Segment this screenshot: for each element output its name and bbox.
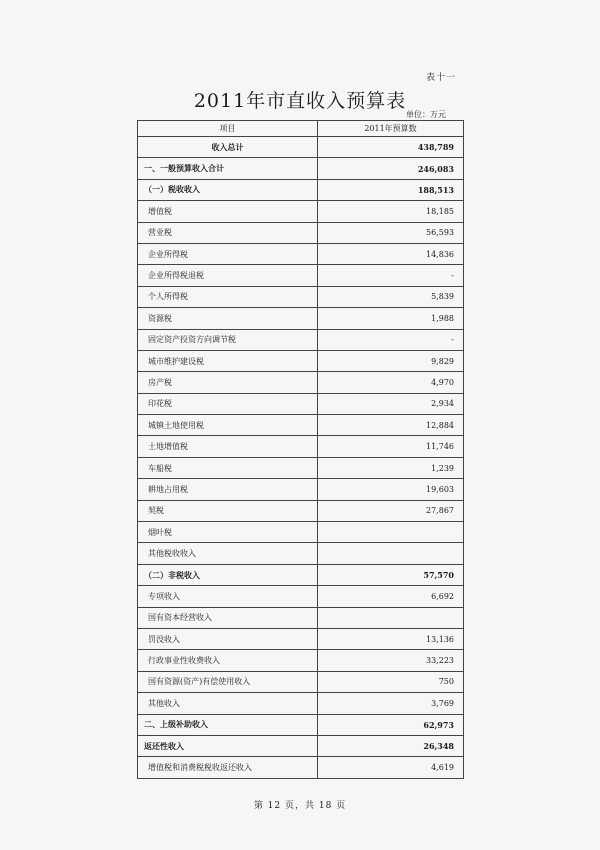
table-row: [138, 265, 464, 286]
row-budget-value: 33,223: [318, 650, 464, 671]
row-item-name: 其他收入: [138, 693, 318, 714]
table-row: [138, 372, 464, 393]
unit-label: 单位：万元: [406, 110, 446, 119]
row-item-name: 车船税: [138, 457, 318, 478]
row-item-name: 土地增值税: [138, 436, 318, 457]
row-budget-value: 9,829: [318, 350, 464, 371]
row-item-name: 耕地占用税: [138, 479, 318, 500]
row-budget-value: [318, 607, 464, 628]
row-budget-value: 3,769: [318, 693, 464, 714]
table-row: [138, 757, 464, 778]
column-header-item: 项目: [138, 121, 318, 137]
row-item-name: 罚没收入: [138, 628, 318, 649]
row-budget-value: [318, 543, 464, 564]
table-row: [138, 179, 464, 200]
table-row: [138, 586, 464, 607]
row-budget-value: 56,593: [318, 222, 464, 243]
table-row: [138, 329, 464, 350]
table-row: [138, 350, 464, 371]
row-item-name: 行政事业性收费收入: [138, 650, 318, 671]
table-row: [138, 243, 464, 264]
row-budget-value: -: [318, 329, 464, 350]
row-item-name: 收入总计: [138, 137, 318, 158]
table-row: [138, 714, 464, 735]
row-budget-value: 12,884: [318, 415, 464, 436]
table-number: 表十一: [426, 73, 457, 83]
row-budget-value: 2,934: [318, 393, 464, 414]
row-item-name: 专项收入: [138, 586, 318, 607]
row-budget-value: 4,970: [318, 372, 464, 393]
row-item-name: 个人所得税: [138, 286, 318, 307]
row-budget-value: 1,988: [318, 308, 464, 329]
row-budget-value: 438,789: [318, 137, 464, 158]
row-item-name: 房产税: [138, 372, 318, 393]
row-budget-value: 4,619: [318, 757, 464, 778]
table-row: [138, 693, 464, 714]
row-budget-value: [318, 522, 464, 543]
row-budget-value: 5,839: [318, 286, 464, 307]
row-item-name: 其他税收收入: [138, 543, 318, 564]
row-budget-value: 750: [318, 671, 464, 692]
table-row: [138, 436, 464, 457]
row-budget-value: 26,348: [318, 735, 464, 756]
row-budget-value: 14,836: [318, 243, 464, 264]
row-budget-value: -: [318, 265, 464, 286]
row-item-name: 烟叶税: [138, 522, 318, 543]
row-item-name: 增值税: [138, 201, 318, 222]
table-row: [138, 137, 464, 158]
row-item-name: 印花税: [138, 393, 318, 414]
table-row: [138, 286, 464, 307]
page-title: 2011年市直收入预算表: [193, 90, 407, 112]
row-item-name: 资源税: [138, 308, 318, 329]
row-budget-value: 57,570: [318, 564, 464, 585]
table-row: [138, 393, 464, 414]
table-row: [138, 607, 464, 628]
table-row: [138, 735, 464, 756]
row-budget-value: 11,746: [318, 436, 464, 457]
row-budget-value: 19,603: [318, 479, 464, 500]
budget-table: [137, 120, 464, 779]
row-item-name: 契税: [138, 500, 318, 521]
row-item-name: 营业税: [138, 222, 318, 243]
row-budget-value: 13,136: [318, 628, 464, 649]
row-item-name: 国有资源(资产)有偿使用收入: [138, 671, 318, 692]
row-item-name: （二）非税收入: [138, 564, 318, 585]
row-budget-value: 6,692: [318, 586, 464, 607]
page-footer: 第 12 页，共 18 页: [253, 801, 347, 811]
row-item-name: 企业所得税: [138, 243, 318, 264]
row-budget-value: 18,185: [318, 201, 464, 222]
row-budget-value: 27,867: [318, 500, 464, 521]
table-row: [138, 564, 464, 585]
row-item-name: 固定资产投资方向调节税: [138, 329, 318, 350]
row-budget-value: 246,083: [318, 158, 464, 179]
row-item-name: 二、上级补助收入: [138, 714, 318, 735]
table-row: [138, 522, 464, 543]
row-item-name: 国有资本经营收入: [138, 607, 318, 628]
table-row: [138, 543, 464, 564]
table-row: [138, 308, 464, 329]
row-item-name: 一、一般预算收入合计: [138, 158, 318, 179]
row-budget-value: 1,239: [318, 457, 464, 478]
table-row: [138, 500, 464, 521]
table-row: [138, 158, 464, 179]
table-row: [138, 415, 464, 436]
table-row: [138, 201, 464, 222]
row-item-name: 城市维护建设税: [138, 350, 318, 371]
row-item-name: 返还性收入: [138, 735, 318, 756]
table-row: [138, 222, 464, 243]
row-item-name: 增值税和消费税税收返还收入: [138, 757, 318, 778]
table-row: [138, 650, 464, 671]
row-budget-value: 62,973: [318, 714, 464, 735]
table-header-row: [138, 121, 464, 137]
table-row: [138, 479, 464, 500]
row-budget-value: 188,513: [318, 179, 464, 200]
table-row: [138, 628, 464, 649]
row-item-name: 城镇土地使用税: [138, 415, 318, 436]
row-item-name: （一）税收收入: [138, 179, 318, 200]
row-item-name: 企业所得税退税: [138, 265, 318, 286]
column-header-budget: 2011年预算数: [318, 121, 464, 137]
table-row: [138, 671, 464, 692]
table-row: [138, 457, 464, 478]
